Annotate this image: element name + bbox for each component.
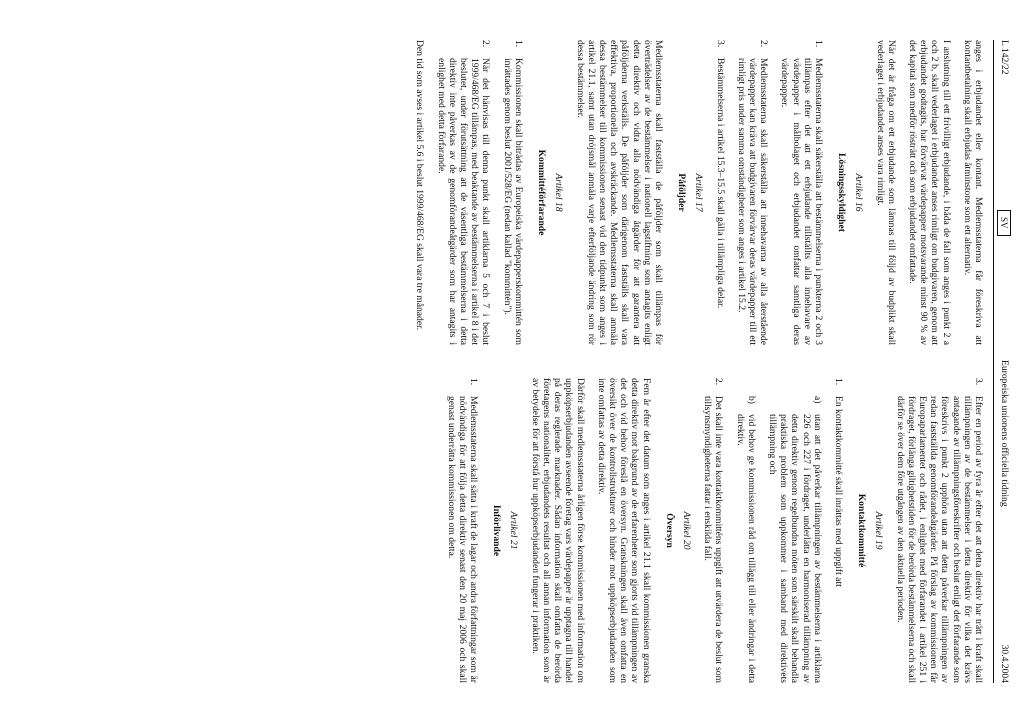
- paragraph-number: 1.: [812, 40, 824, 48]
- paragraph-text: Medlemsstaterna skall säkerställa att bestämmelserna i punkterna 2 och 3 tillämpas efter det att ett erbjudande tillställts alla innehavare av värdepapper i målbolaget och erbjudandet omfattar samtliga deras värdepapper.: [779, 58, 824, 345]
- numbered-paragraph: [894, 378, 984, 683]
- article-title: Lösningsskyldighet: [836, 153, 848, 232]
- article-title: Påföljder: [676, 173, 688, 212]
- paragraph: Därför skall medlemsstaterna årligen förse kommissionen med information om uppköpserbjudanden avseende företag vars värdepapper är upptagna till handel på deras reglerade marknader. Sådan information skall omfatta de berörda företagens nationalitet, erbjudandets resultat och all annan information som är av betydelse för att förstå hur uppköpserbjudanden fungerar i praktiken.: [529, 378, 586, 683]
- paragraph-text: Medlemsstaterna skall säkerställa att innehavarna av alla återstående värdepapper kan kräva att budgivaren förvärvar deras värdepapper till ett rimligt pris under samma omständigheter som anges i artikel 15.2.: [735, 58, 770, 345]
- article-heading: Artikel 21: [508, 511, 520, 550]
- language-code: SV: [997, 210, 1011, 236]
- paragraph-text: En kontaktkommitté skall inrättas med uppgift att: [832, 396, 844, 587]
- paragraph-number: 2.: [758, 40, 770, 48]
- journal-title: Europeiska unionens officiella tidning: [999, 360, 1010, 507]
- numbered-paragraph: [445, 378, 479, 683]
- numbered-paragraph: [502, 40, 524, 345]
- article-title: Kommittéförfarande: [536, 149, 548, 236]
- paragraph: anges i erbjudandet eller kontant. Medlemsstaterna får föreskriva att kontantbetalning skall erbjudas åtminstone som ett alternativ.: [961, 40, 984, 345]
- paragraph-text: Bestämmelserna i artikel 15.3–15.5 skall gälla i tillämpliga delar.: [714, 58, 726, 309]
- paragraph-text: Medlemsstaterna skall sätta i kraft de lagar och andra författningar som är nödvändiga för att följa detta direktiv senast den 20 maj 2006 och skall genast underrätta kommissionen om detta.: [445, 396, 480, 683]
- numbered-paragraph: [435, 40, 491, 345]
- paragraph-text: Det skall inte vara kontaktkommitténs uppgift att utvärdera de beslut som tillsynsmyndigheterna fattar i enskilda fall.: [702, 396, 725, 683]
- article-heading: Artikel 16: [853, 173, 865, 212]
- list-item: [734, 396, 756, 683]
- article-heading: Artikel 17: [693, 173, 705, 212]
- numbered-paragraph: [833, 378, 844, 683]
- publication-date: 30.4.2004: [999, 644, 1010, 683]
- paragraph-text: Efter en period av fyra år efter det att detta direktiv har trätt i kraft skall tillämpningen av de bestämmelser i detta direktiv för vilka det krävs antagande av tillämpningsföreskrifter och beslut enligt det förfarande som föreskrivs i punkt 2 upphöra utan att detta påverkar tillämpningen av redan fastställda genomförandeåtgärder. På förslag av kommissionen får Europaparlamentet och rådet, i enlighet med förfarandet i artikel 251 i fördraget, förlänga giltighetstiden för de berörda bestämmelserna och skall därför se över dem före utgången av den aktuella perioden.: [894, 396, 984, 683]
- paragraph-text: Kommissionen skall biträdas av Europeiska värdepapperskommittén som inrättades genom beslut 2001/528/EG (nedan kallad "kommittén").: [501, 58, 524, 345]
- list-marker: b): [745, 396, 757, 404]
- list-marker: a): [811, 396, 823, 404]
- numbered-paragraph: [714, 40, 725, 345]
- paragraph-number: 1.: [832, 378, 844, 386]
- page-header: [996, 40, 1010, 683]
- paragraph-number: 1.: [512, 40, 524, 48]
- header-rule: [993, 40, 994, 683]
- paragraph: När det är fråga om ett erbjudande som lämnas till följd av budplikt skall vederlaget i erbjudandet anses vara rimligt.: [874, 40, 897, 345]
- paragraph: Den tid som avses i artikel 5.6 i beslut 1999/468/EG skall vara tre månader.: [414, 40, 426, 331]
- list-item-text: utan att det påverkar tillämpningen av bestämmelserna i artiklarna 226 och 227 i fördraget, underlätta en harmoniserad tillämpning av detta direktiv genom regelbundna möten som särskilt skall behandla praktiska problem som uppkommer i samband med direktivets tillämpning och: [766, 414, 823, 683]
- article-heading: Artikel 18: [553, 173, 565, 212]
- article-heading: Artikel 19: [873, 511, 885, 550]
- list-item: [767, 396, 823, 683]
- page-reference: L 142/22: [999, 40, 1010, 75]
- article-title: Kontaktkommitté: [856, 493, 868, 568]
- right-column: [435, 378, 984, 683]
- paragraph-number: 2.: [713, 378, 725, 386]
- list-item-text: vid behov ge kommissionen råd om tillägg till eller ändringar i detta direktiv.: [734, 414, 757, 683]
- numbered-paragraph: [779, 40, 824, 345]
- paragraph: I anslutning till ett frivilligt erbjudande, i båda de fall som anges i punkt 2 a och 2 b, skall vederlaget i erbjudandet anses rimligt om budgivaren, genom att erbjudandet godtagits, har förvärvat värdepapper motsvarande minst 90 % av det kapital som medför rösträtt och som erbjudandet omfattade.: [906, 40, 952, 345]
- left-column: [404, 40, 984, 345]
- paragraph-number: 3.: [973, 378, 984, 386]
- paragraph-number: 3.: [714, 40, 726, 48]
- paragraph-text: När det hänvisas till denna punkt skall artiklarna 5 och 7 i beslut 1999/468/EG tillämpas, med beaktande av bestämmelserna i artikel 8 i det beslutet, under förutsättning att de väsentliga bestämmelserna i detta direktiv inte påverkas av de genomförandeåtgärder som har antagits i enlighet med detta förfarande.: [435, 58, 492, 345]
- article-heading: Artikel 20: [680, 511, 692, 550]
- paragraph-number: 2.: [480, 40, 492, 48]
- paragraph: Medlemsstaterna skall fastställa de påföljder som skall tillämpas för överträdelser av de bestämmelser i nationell lagstiftning som antagits enligt detta direktiv och vidta alla nödvändiga åtgärder för att garantera att påföljderna verkställs. De påföljder som därigenom fastställs skall vara effektiva, proportionella och avskräckande. Medlemsstaterna skall anmäla dessa bestämmelser till kommissionen senast vid den tidpunkt som anges i artikel 21.1, samt utan dröjsmål anmäla varje efterföljande ändring som rör dessa bestämmelser.: [574, 40, 664, 345]
- numbered-paragraph: [736, 40, 770, 345]
- paragraph-number: 1.: [468, 378, 480, 386]
- article-title: Införlivande: [491, 504, 503, 557]
- paragraph: Fem år efter det datum som anges i artikel 21.1 skall kommissionen granska detta direktiv mot bakgrund av de erfarenheter som gjorts vid tillämpningen av det och vid behov föreslå en översyn. Granskningen skall även omfatta en översikt över de kontrollstrukturer och hinder mot uppköpserbjudanden som inte omfattas av detta direktiv.: [595, 378, 652, 683]
- numbered-paragraph: [702, 378, 724, 683]
- article-title: Översyn: [663, 513, 675, 548]
